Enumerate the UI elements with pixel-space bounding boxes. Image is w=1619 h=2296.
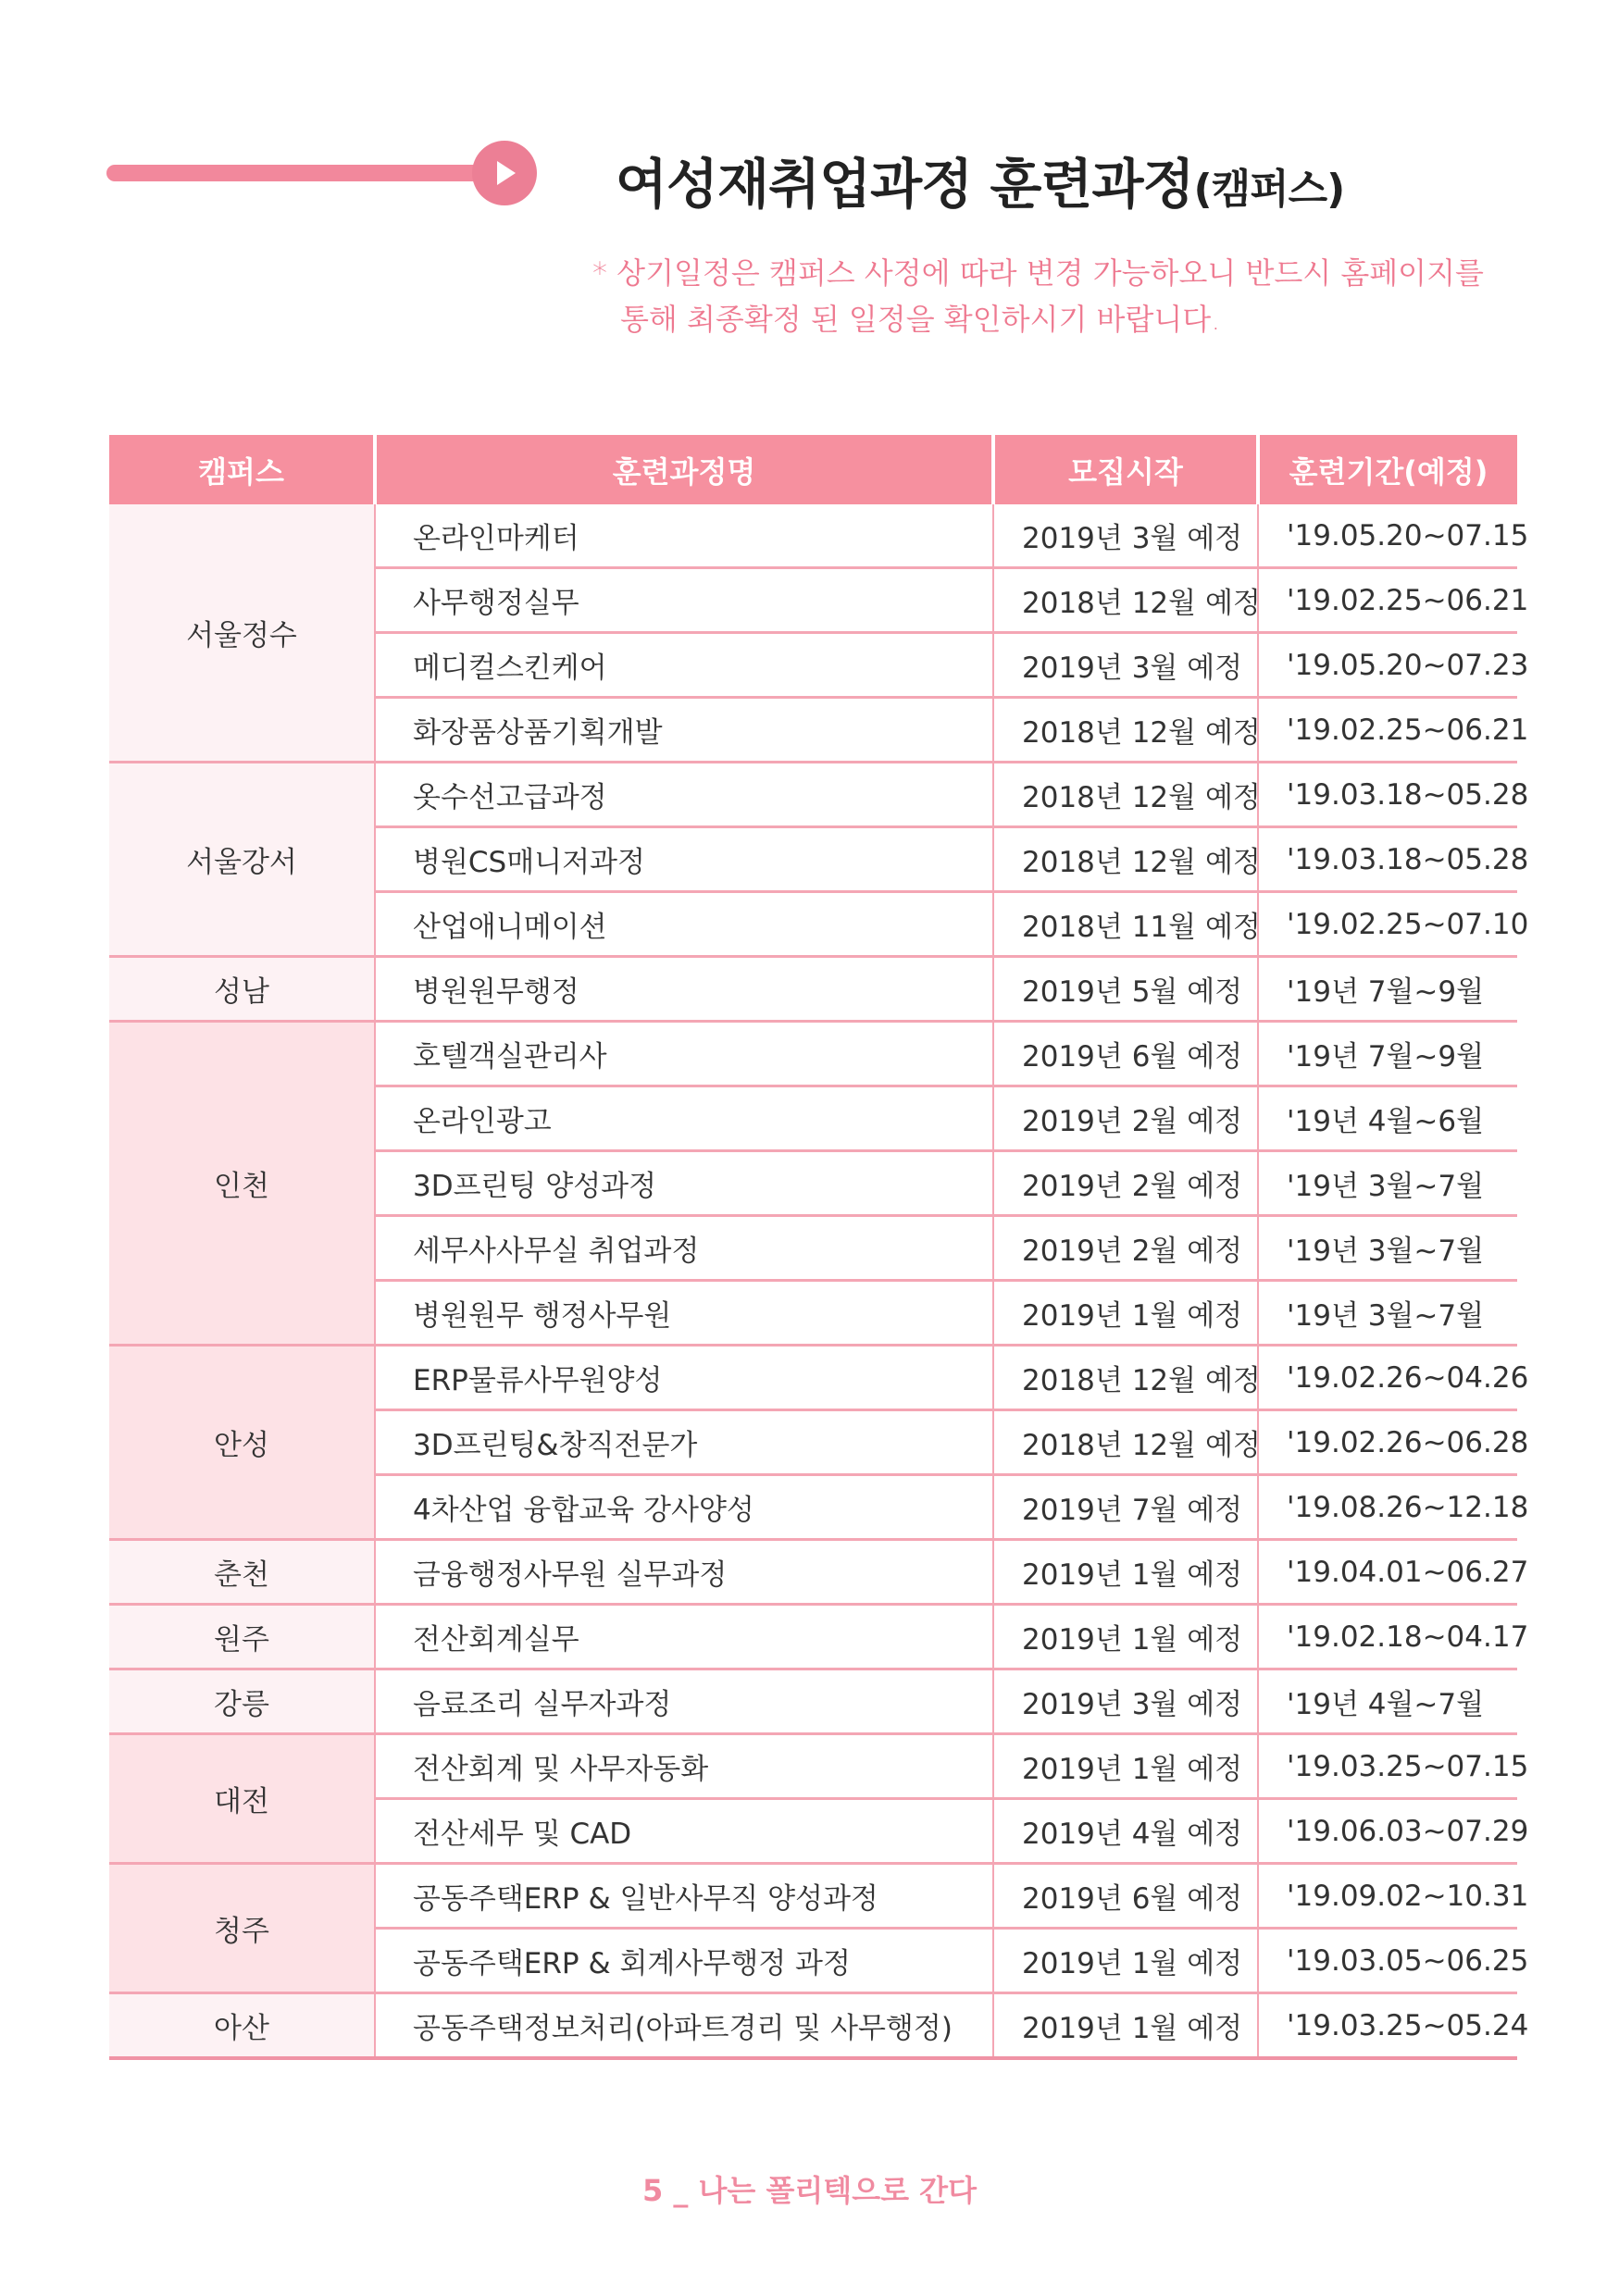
campus-cell: 안성 <box>109 1346 375 1540</box>
start-cell: 2019년 1월 예정 <box>993 1734 1258 1799</box>
notice-line-2: 통해 최종확정 된 일정을 확인하시기 바랍니다. <box>620 302 1221 337</box>
course-cell: 호텔객실관리사 <box>375 1022 993 1086</box>
table-row <box>109 763 1517 827</box>
table-header-row <box>109 435 1517 504</box>
course-cell: 전산회계실무 <box>375 1605 993 1669</box>
table-row <box>109 1734 1517 1799</box>
start-cell: 2019년 1월 예정 <box>993 1605 1258 1669</box>
table-row <box>109 1022 1517 1086</box>
course-cell: 병원원무행정 <box>375 957 993 1022</box>
start-cell: 2019년 1월 예정 <box>993 1929 1258 1993</box>
period-cell: '19.05.20~07.23 <box>1258 633 1517 698</box>
notice-text <box>592 250 1518 342</box>
period-cell: '19.03.05~06.25 <box>1258 1929 1517 1993</box>
start-cell: 2018년 12월 예정 <box>993 827 1258 892</box>
start-cell: 2019년 4월 예정 <box>993 1799 1258 1864</box>
campus-cell: 아산 <box>109 1993 375 2059</box>
campus-cell: 원주 <box>109 1605 375 1669</box>
start-cell: 2019년 1월 예정 <box>993 1540 1258 1605</box>
course-cell: 병원원무 행정사무원 <box>375 1281 993 1346</box>
header-start: 모집시작 <box>993 435 1258 504</box>
course-cell: 전산세무 및 CAD <box>375 1799 993 1864</box>
schedule-table <box>109 435 1529 2060</box>
course-cell: 전산회계 및 사무자동화 <box>375 1734 993 1799</box>
period-cell: '19.02.26~06.28 <box>1258 1410 1517 1475</box>
campus-cell: 강릉 <box>109 1669 375 1734</box>
campus-cell: 인천 <box>109 1022 375 1346</box>
table-row <box>109 1605 1517 1669</box>
header-course: 훈련과정명 <box>375 435 993 504</box>
campus-cell: 춘천 <box>109 1540 375 1605</box>
start-cell: 2019년 2월 예정 <box>993 1151 1258 1216</box>
start-cell: 2019년 3월 예정 <box>993 633 1258 698</box>
header-decoration-bar <box>106 165 495 181</box>
course-cell: 4차산업 융합교육 강사양성 <box>375 1475 993 1540</box>
period-cell: '19.02.25~06.21 <box>1258 698 1517 763</box>
start-cell: 2019년 5월 예정 <box>993 957 1258 1022</box>
header-campus: 캠퍼스 <box>109 435 375 504</box>
table-row <box>109 504 1517 568</box>
period-cell: '19년 4월~7월 <box>1258 1669 1517 1734</box>
start-cell: 2018년 12월 예정 <box>993 698 1258 763</box>
table-row <box>109 1669 1517 1734</box>
period-cell: '19.02.26~04.26 <box>1258 1346 1517 1410</box>
header-period: 훈련기간(예정) <box>1258 435 1517 504</box>
campus-cell: 청주 <box>109 1864 375 1993</box>
course-cell: ERP물류사무원양성 <box>375 1346 993 1410</box>
start-cell: 2018년 12월 예정 <box>993 1410 1258 1475</box>
campus-cell: 성남 <box>109 957 375 1022</box>
table-row <box>109 1864 1517 1929</box>
course-cell: 세무사사무실 취업과정 <box>375 1216 993 1281</box>
table-row <box>109 1346 1517 1410</box>
campus-cell: 대전 <box>109 1734 375 1864</box>
course-cell: 3D프린팅 양성과정 <box>375 1151 993 1216</box>
table-row <box>109 1993 1517 2059</box>
period-cell: '19.03.18~05.28 <box>1258 827 1517 892</box>
course-cell: 금융행정사무원 실무과정 <box>375 1540 993 1605</box>
period-cell: '19년 3월~7월 <box>1258 1151 1517 1216</box>
period-cell: '19년 4월~6월 <box>1258 1086 1517 1151</box>
start-cell: 2019년 7월 예정 <box>993 1475 1258 1540</box>
period-cell: '19년 3월~7월 <box>1258 1216 1517 1281</box>
start-cell: 2019년 2월 예정 <box>993 1216 1258 1281</box>
period-cell: '19.08.26~12.18 <box>1258 1475 1517 1540</box>
start-cell: 2019년 6월 예정 <box>993 1864 1258 1929</box>
start-cell: 2018년 12월 예정 <box>993 1346 1258 1410</box>
campus-cell: 서울강서 <box>109 763 375 957</box>
period-cell: '19.04.01~06.27 <box>1258 1540 1517 1605</box>
start-cell: 2019년 3월 예정 <box>993 504 1258 568</box>
period-cell: '19년 7월~9월 <box>1258 957 1517 1022</box>
course-cell: 온라인마케터 <box>375 504 993 568</box>
table-row <box>109 1540 1517 1605</box>
period-cell: '19.03.25~05.24 <box>1258 1993 1517 2059</box>
course-cell: 사무행정실무 <box>375 568 993 633</box>
start-cell: 2018년 11월 예정 <box>993 892 1258 957</box>
start-cell: 2018년 12월 예정 <box>993 763 1258 827</box>
course-cell: 산업애니메이션 <box>375 892 993 957</box>
start-cell: 2019년 3월 예정 <box>993 1669 1258 1734</box>
period-cell: '19.06.03~07.29 <box>1258 1799 1517 1864</box>
course-cell: 3D프린팅&창직전문가 <box>375 1410 993 1475</box>
page-title-main: 여성재취업과정 훈련과정 <box>616 153 1194 216</box>
period-cell: '19년 7월~9월 <box>1258 1022 1517 1086</box>
table-body <box>109 504 1529 2058</box>
start-cell: 2019년 1월 예정 <box>993 1993 1258 2059</box>
page-footer: 5 _ 나는 폴리텍으로 간다 <box>641 2173 978 2208</box>
course-cell: 공동주택정보처리(아파트경리 및 사무행정) <box>375 1993 993 2059</box>
period-cell: '19.05.20~07.15 <box>1258 504 1517 568</box>
period-cell: '19.02.18~04.17 <box>1258 1605 1517 1669</box>
period-cell: '19.03.25~07.15 <box>1258 1734 1517 1799</box>
period-cell: '19.03.18~05.28 <box>1258 763 1517 827</box>
table-row <box>109 957 1517 1022</box>
period-cell: '19.02.25~07.10 <box>1258 892 1517 957</box>
start-cell: 2019년 1월 예정 <box>993 1281 1258 1346</box>
course-cell: 옷수선고급과정 <box>375 763 993 827</box>
period-cell: '19.02.25~06.21 <box>1258 568 1517 633</box>
page-title <box>616 141 1344 218</box>
period-cell: '19.09.02~10.31 <box>1258 1864 1517 1929</box>
course-cell: 공동주택ERP & 일반사무직 양성과정 <box>375 1864 993 1929</box>
period-cell: '19년 3월~7월 <box>1258 1281 1517 1346</box>
course-cell: 메디컬스킨케어 <box>375 633 993 698</box>
course-cell: 음료조리 실무자과정 <box>375 1669 993 1734</box>
course-cell: 온라인광고 <box>375 1086 993 1151</box>
course-cell: 화장품상품기획개발 <box>375 698 993 763</box>
play-icon <box>472 141 537 205</box>
start-cell: 2019년 6월 예정 <box>993 1022 1258 1086</box>
notice-line-1: * 상기일정은 캠퍼스 사정에 따라 변경 가능하오니 반드시 홈페이지를 <box>592 255 1484 291</box>
course-cell: 공동주택ERP & 회계사무행정 과정 <box>375 1929 993 1993</box>
campus-cell: 서울정수 <box>109 504 375 763</box>
start-cell: 2019년 2월 예정 <box>993 1086 1258 1151</box>
start-cell: 2018년 12월 예정 <box>993 568 1258 633</box>
page-title-suffix: (캠퍼스) <box>1193 166 1345 213</box>
course-cell: 병원CS매니저과정 <box>375 827 993 892</box>
